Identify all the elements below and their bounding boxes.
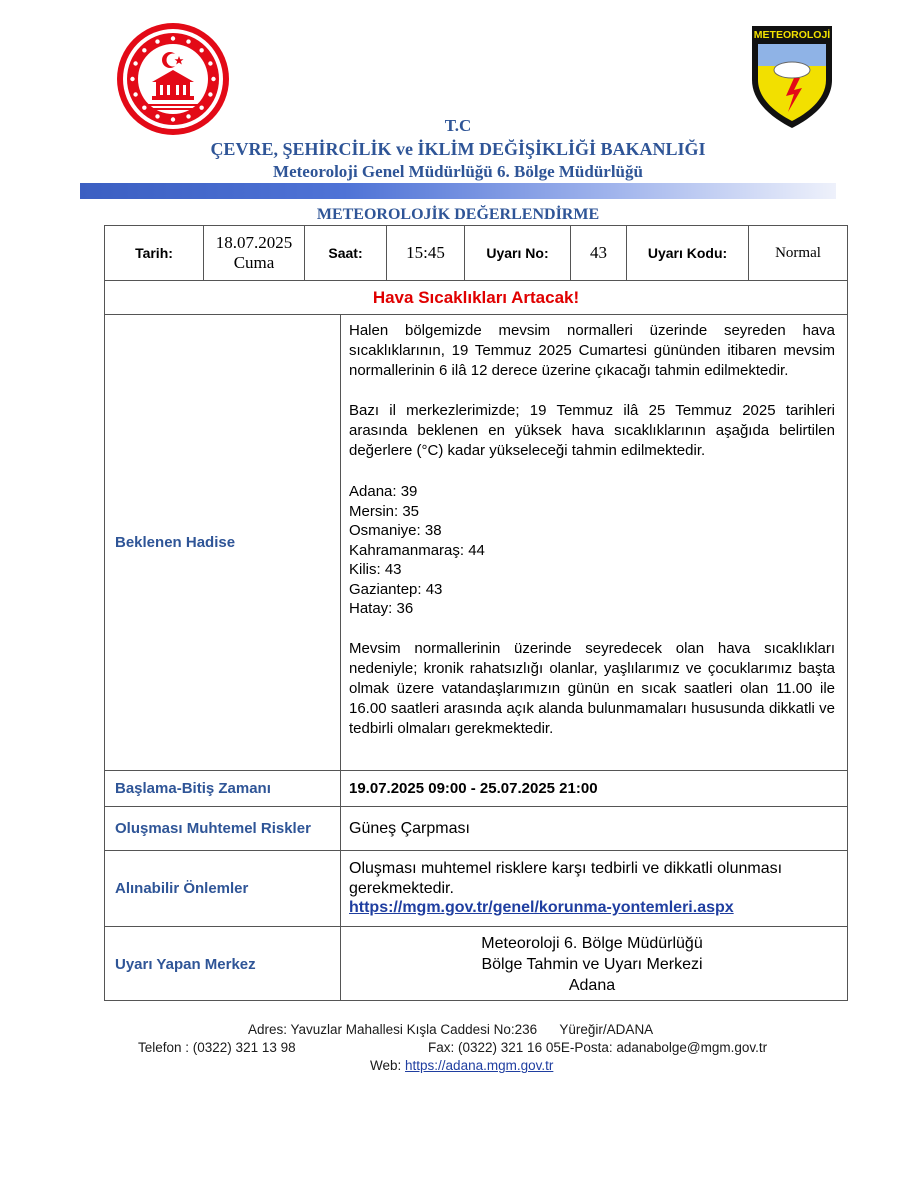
period-label: Başlama-Bitiş Zamanı [105, 771, 341, 806]
footer-web-link[interactable]: https://adana.mgm.gov.tr [405, 1058, 554, 1073]
city-item: Kahramanmaraş: 44 [349, 541, 485, 559]
warning-no-label: Uyarı No: [465, 226, 571, 280]
city-item: Osmaniye: 38 [349, 522, 442, 539]
time-value: 15:45 [387, 226, 465, 280]
emblem-star [186, 39, 190, 43]
measures-content [341, 851, 847, 926]
city-item: Gaziantep: 43 [349, 580, 443, 598]
warning-code-label: Uyarı Kodu: [627, 226, 749, 280]
center-line-3: Adana [568, 976, 616, 994]
city-item: Mersin: 35 [349, 502, 420, 520]
footer-phone: Telefon : (0322) 321 13 98 [138, 1040, 296, 1055]
emblem-star [199, 48, 203, 52]
event-row [105, 315, 847, 771]
event-content [341, 315, 847, 770]
period-row [105, 771, 847, 807]
headline: Hava Sıcaklıkları Artacak! [105, 281, 847, 315]
city-list [349, 482, 835, 619]
emblem-star [155, 39, 159, 43]
ministry-name: ÇEVRE, ŞEHİRCİLİK ve İKLİM DEĞİŞİKLİĞİ BAKANLIĞI [210, 139, 706, 159]
date-value: 18.07.2025 [215, 233, 293, 252]
event-paragraph-3: Mevsim normallerinin üzerinde seyredecek olan hava sıcaklıkları nedeniyle; kronik rahatsızlığı olanlar, yaşlılarımız ve çocuklarımız başta olmak üzere vatandaşlarımızın günün en sıcak saatleri olan 11.00 ile 16.00 saatleri arasında açık alanda bulunmamaları hususunda dikkatli ve tedbirli olmaları gerekmektedir. [349, 639, 835, 737]
time-label: Saat: [305, 226, 387, 280]
city-item: Hatay: 36 [349, 600, 414, 617]
event-paragraph-2: Bazı il merkezlerimizde; 19 Temmuz ilâ 25 Temmuz 2025 tarihleri arasında beklenen en yüksek hava sıcaklıklarının aşağıda belirtilen değerlere (°C) kadar yükseleceği tahmin edilmektedir. [349, 402, 835, 459]
warning-no-value: 43 [571, 226, 627, 280]
header-gradient-band [80, 183, 836, 199]
measures-row [105, 851, 847, 927]
document-title: METEOROLOJİK DEĞERLENDİRME [316, 206, 600, 223]
emblem-star [208, 92, 212, 96]
footer-web [370, 1058, 553, 1073]
center-row [105, 927, 847, 1001]
center-line-1: Meteoroloji 6. Bölge Müdürlüğü [481, 934, 703, 952]
warning-table [104, 281, 848, 1001]
period-value: 19.07.2025 09:00 - 25.07.2025 21:00 [349, 780, 598, 797]
emblem-star [142, 105, 146, 109]
risks-row [105, 807, 847, 851]
directorate-name: Meteoroloji Genel Müdürlüğü 6. Bölge Müdürlüğü [273, 162, 643, 181]
footer-web-label: Web: [370, 1058, 402, 1073]
emblem-star [199, 105, 203, 109]
city-item: Kilis: 43 [349, 561, 402, 578]
measures-label: Alınabilir Önlemler [105, 851, 341, 926]
center-content [341, 927, 847, 1001]
date-cell [204, 226, 305, 280]
footer-address: Adres: Yavuzlar Mahallesi Kışla Caddesi No:236 Yüreğir/ADANA [248, 1022, 654, 1037]
emblem-star [208, 61, 212, 65]
center-label: Uyarı Yapan Merkez [105, 927, 341, 1001]
date-label: Tarih: [105, 226, 204, 280]
footer-fax-email: Fax: (0322) 321 16 05E-Posta: adanabolge@mgm.gov.tr [428, 1040, 768, 1055]
emblem-star [133, 92, 137, 96]
emblem-star [142, 48, 146, 52]
emblem-star [130, 77, 134, 81]
logo-text: METEOROLOJİ [753, 29, 831, 41]
event-paragraph-1: Halen bölgemizde mevsim normalleri üzerinde seyreden hava sıcaklıklarının, 19 Temmuz 2025 Cumartesi gününden itibaren mevsim normallerinin 6 ilâ 12 derece üzerine çıkacağı tahmin edilmektedir. [349, 322, 835, 379]
emblem-star [133, 61, 137, 65]
center-line-2: Bölge Tahmin ve Uyarı Merkezi [481, 955, 703, 973]
risks-value: Güneş Çarpması [349, 819, 470, 837]
emblem-star [171, 36, 175, 40]
emblem-star [211, 77, 215, 81]
city-item: Adana: 39 [349, 483, 418, 500]
warning-code-value: Normal [775, 245, 821, 261]
header-tc: T.C [444, 116, 472, 135]
risks-label: Oluşması Muhtemel Riskler [105, 807, 341, 850]
protection-methods-link[interactable]: https://mgm.gov.tr/genel/korunma-yontemleri.aspx [349, 899, 734, 916]
info-table [104, 225, 848, 281]
day-value: Cuma [233, 253, 275, 272]
event-label: Beklenen Hadise [105, 315, 341, 770]
measures-text: Oluşması muhtemel risklere karşı tedbirli ve dikkatli olunması gerekmektedir. [349, 860, 783, 897]
